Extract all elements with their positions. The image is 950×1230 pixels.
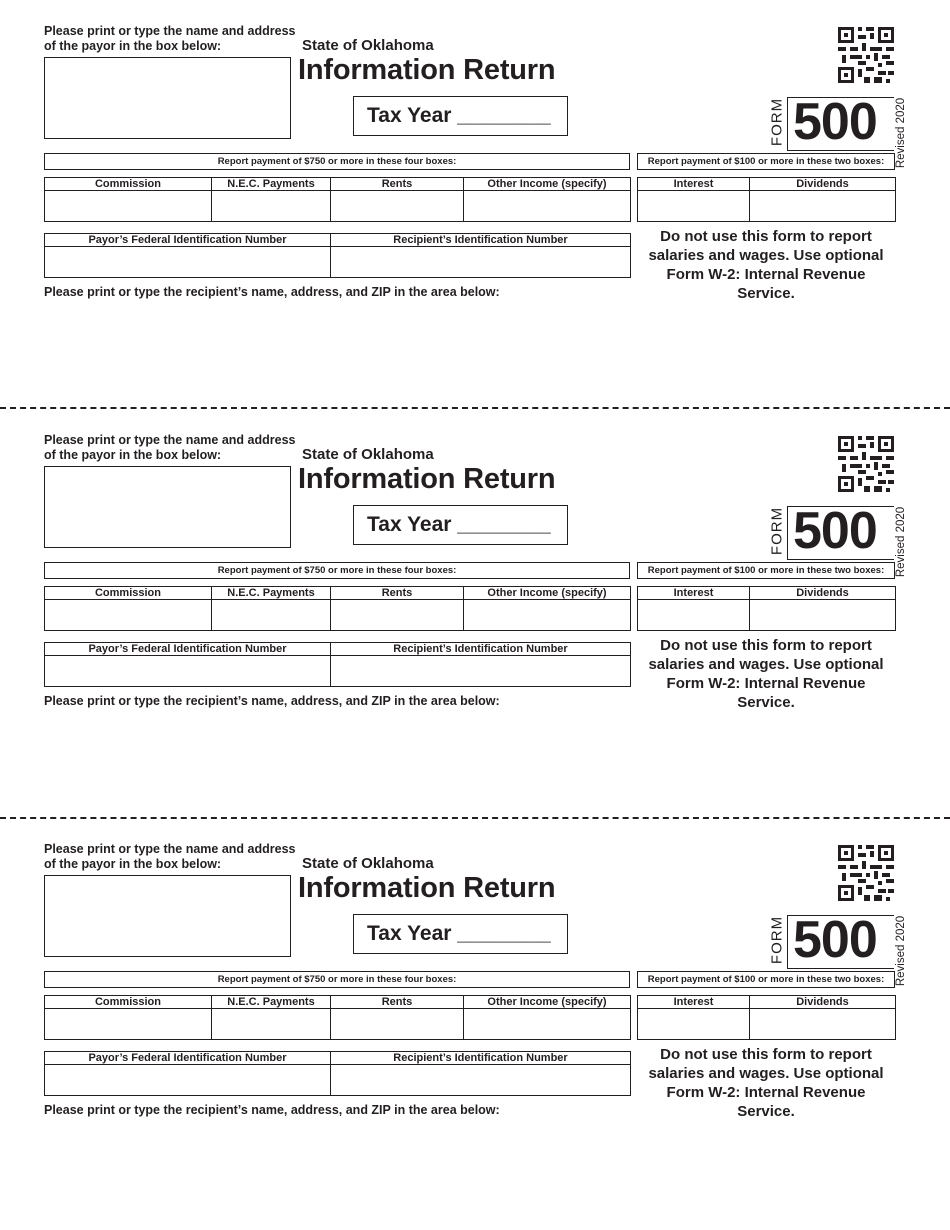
form-title: Information Return [298,463,556,495]
recipient-instruction: Please print or type the recipient’s name, address, and ZIP in the area below: [44,285,500,299]
recipient-id-field[interactable] [331,1065,631,1096]
form-copy-2 [0,409,950,818]
report-750-header: Report payment of $750 or more in these four boxes: [44,562,630,579]
payor-name-address-box[interactable] [44,875,291,957]
other-income-header: Other Income (specify) [464,587,631,600]
form-copy-3 [0,818,950,1227]
income-boxes-table [44,995,631,1040]
nec-payments-header: N.E.C. Payments [212,178,331,191]
qr-code-icon [838,27,894,83]
rents-field[interactable] [331,1009,464,1040]
interest-header: Interest [638,587,750,600]
revised-date: Revised 2020 [895,506,907,578]
commission-header: Commission [45,178,212,191]
identification-table [44,642,631,687]
form-word: FORM [768,915,786,965]
payor-fein-field[interactable] [45,1065,331,1096]
form-word-vertical [766,912,788,968]
interest-field[interactable] [638,191,750,222]
qr-code-icon [838,436,894,492]
other-income-field[interactable] [464,191,631,222]
payor-name-address-box[interactable] [44,57,291,139]
form-number: 500 [793,93,877,151]
report-100-header: Report payment of $100 or more in these two boxes: [637,562,895,579]
payor-instruction: Please print or type the name and address of the payor in the box below: [44,433,296,462]
recipient-id-header: Recipient’s Identification Number [331,1052,631,1065]
dividends-header: Dividends [750,996,896,1009]
recipient-id-field[interactable] [331,247,631,278]
rents-header: Rents [331,587,464,600]
payor-fein-header: Payor’s Federal Identification Number [45,643,331,656]
form-number: 500 [793,911,877,969]
payor-instruction: Please print or type the name and address of the payor in the box below: [44,24,296,53]
income-boxes-table [44,177,631,222]
interest-field[interactable] [638,600,750,631]
rents-header: Rents [331,178,464,191]
interest-dividends-table [637,586,896,631]
nec-payments-header: N.E.C. Payments [212,996,331,1009]
tax-year-field[interactable]: Tax Year ________ [353,505,568,545]
tax-year-field[interactable]: Tax Year ________ [353,914,568,954]
payor-instruction: Please print or type the name and address of the payor in the box below: [44,842,296,871]
payor-fein-field[interactable] [45,247,331,278]
salary-notice: Do not use this form to report salaries and wages. Use optional Form W-2: Internal Revenue Service. [648,637,884,711]
rents-field[interactable] [331,191,464,222]
other-income-header: Other Income (specify) [464,996,631,1009]
state-name: State of Oklahoma [302,37,434,54]
other-income-header: Other Income (specify) [464,178,631,191]
commission-header: Commission [45,587,212,600]
dividends-header: Dividends [750,587,896,600]
form-word-vertical [766,94,788,150]
payor-name-address-box[interactable] [44,466,291,548]
report-100-header: Report payment of $100 or more in these two boxes: [637,971,895,988]
form-word: FORM [768,97,786,147]
state-name: State of Oklahoma [302,855,434,872]
report-100-header: Report payment of $100 or more in these two boxes: [637,153,895,170]
identification-table [44,233,631,278]
tax-year-field[interactable]: Tax Year ________ [353,96,568,136]
interest-dividends-table [637,177,896,222]
qr-code-icon [838,845,894,901]
interest-dividends-table [637,995,896,1040]
dividends-field[interactable] [750,1009,896,1040]
rents-field[interactable] [331,600,464,631]
payor-fein-header: Payor’s Federal Identification Number [45,234,331,247]
dividends-header: Dividends [750,178,896,191]
form-title: Information Return [298,872,556,904]
recipient-id-header: Recipient’s Identification Number [331,643,631,656]
nec-payments-field[interactable] [212,1009,331,1040]
commission-header: Commission [45,996,212,1009]
report-750-header: Report payment of $750 or more in these four boxes: [44,971,630,988]
revised-date: Revised 2020 [895,915,907,987]
commission-field[interactable] [45,600,212,631]
form-word-vertical [766,503,788,559]
dividends-field[interactable] [750,191,896,222]
interest-header: Interest [638,178,750,191]
other-income-field[interactable] [464,600,631,631]
dividends-field[interactable] [750,600,896,631]
form-title: Information Return [298,54,556,86]
form-number: 500 [793,502,877,560]
nec-payments-field[interactable] [212,191,331,222]
payor-fein-header: Payor’s Federal Identification Number [45,1052,331,1065]
interest-field[interactable] [638,1009,750,1040]
recipient-instruction: Please print or type the recipient’s name, address, and ZIP in the area below: [44,1103,500,1117]
recipient-id-field[interactable] [331,656,631,687]
form-copy-1 [0,0,950,409]
other-income-field[interactable] [464,1009,631,1040]
commission-field[interactable] [45,1009,212,1040]
identification-table [44,1051,631,1096]
payor-fein-field[interactable] [45,656,331,687]
form-word: FORM [768,506,786,556]
revised-date: Revised 2020 [895,97,907,169]
interest-header: Interest [638,996,750,1009]
nec-payments-field[interactable] [212,600,331,631]
recipient-instruction: Please print or type the recipient’s name, address, and ZIP in the area below: [44,694,500,708]
recipient-id-header: Recipient’s Identification Number [331,234,631,247]
rents-header: Rents [331,996,464,1009]
state-name: State of Oklahoma [302,446,434,463]
salary-notice: Do not use this form to report salaries and wages. Use optional Form W-2: Internal Revenue Service. [648,1046,884,1120]
income-boxes-table [44,586,631,631]
report-750-header: Report payment of $750 or more in these four boxes: [44,153,630,170]
nec-payments-header: N.E.C. Payments [212,587,331,600]
commission-field[interactable] [45,191,212,222]
salary-notice: Do not use this form to report salaries and wages. Use optional Form W-2: Internal Revenue Service. [648,228,884,302]
